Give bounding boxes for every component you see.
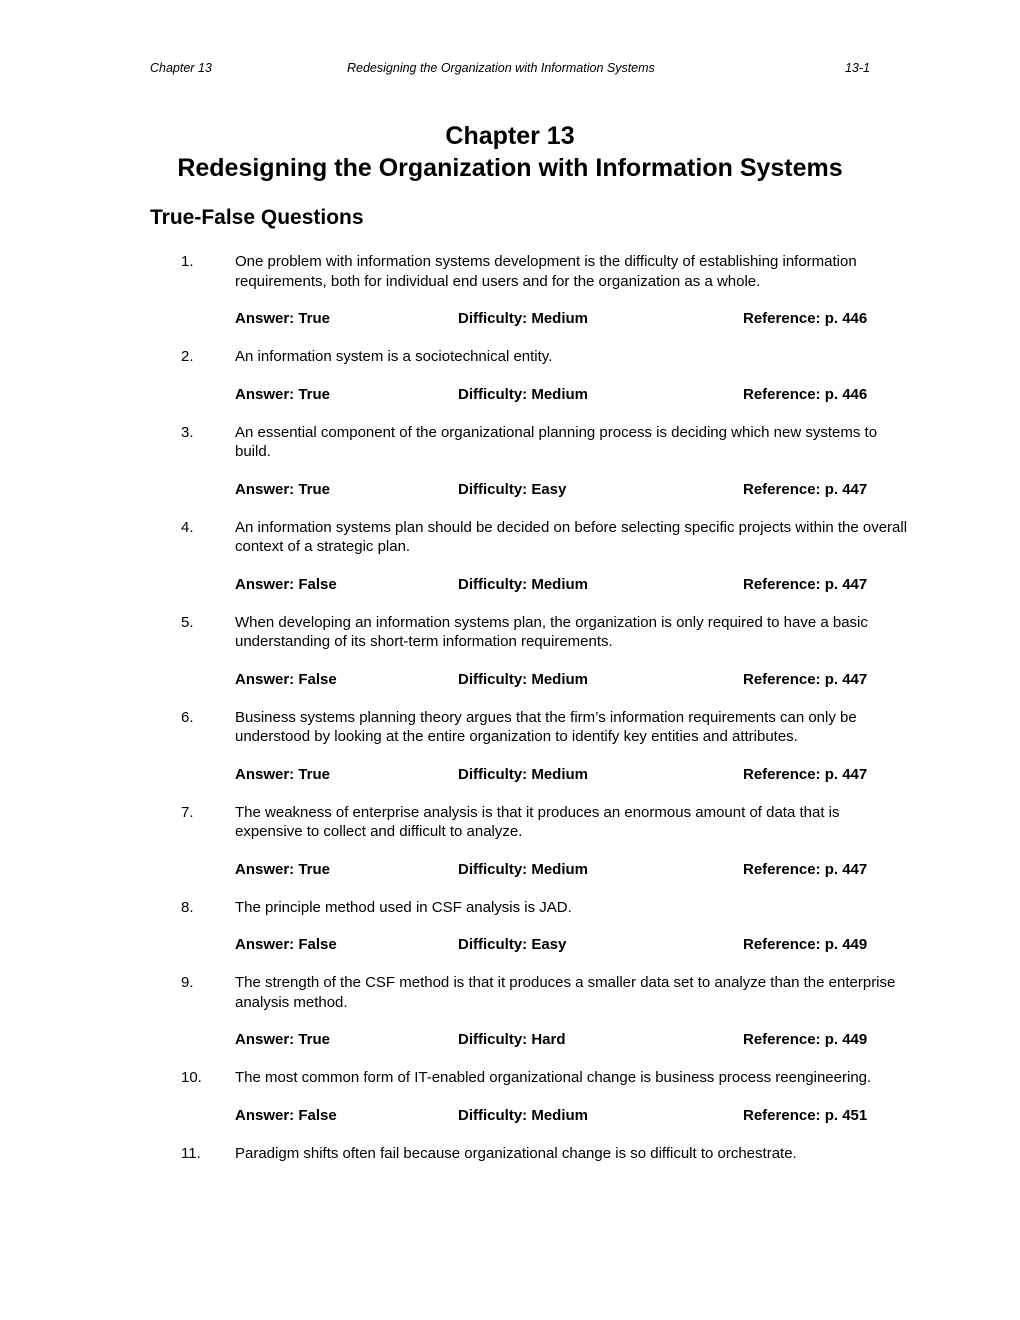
question-item bbox=[0, 613, 1020, 690]
question-number: 6. bbox=[181, 708, 194, 726]
answer-label: Answer: True bbox=[235, 310, 331, 327]
question-line bbox=[0, 898, 1020, 918]
reference-label: Reference: p. 449 bbox=[743, 1031, 868, 1048]
question-number: 5. bbox=[181, 613, 194, 631]
question-text: One problem with information systems development is the difficulty of establishing information requirements, both for individual end users and for the organization as a whole. bbox=[235, 253, 857, 290]
question-item bbox=[0, 423, 1020, 500]
difficulty-label: Difficulty: Easy bbox=[458, 480, 567, 498]
question-line bbox=[0, 803, 1020, 842]
answer-row bbox=[0, 385, 1020, 405]
reference-label: Reference: p. 447 bbox=[743, 480, 868, 498]
question-number: 3. bbox=[181, 423, 194, 441]
question-line bbox=[0, 252, 1020, 291]
question-text: An essential component of the organizational planning process is deciding which new systems to build. bbox=[235, 423, 878, 460]
reference-label: Reference: p. 447 bbox=[743, 860, 868, 878]
answer-label: Answer: True bbox=[235, 765, 331, 783]
chapter-number: Chapter 13 bbox=[445, 122, 575, 150]
answer-label: Answer: True bbox=[235, 480, 331, 498]
question-item bbox=[0, 1144, 1020, 1164]
reference-label: Reference: p. 447 bbox=[743, 575, 868, 593]
difficulty-label: Difficulty: Medium bbox=[458, 670, 588, 688]
answer-row bbox=[0, 765, 1020, 785]
question-item bbox=[0, 973, 1020, 1050]
question-item bbox=[0, 347, 1020, 405]
question-number: 1. bbox=[181, 253, 194, 270]
answer-row bbox=[0, 1030, 1020, 1050]
answer-row bbox=[0, 480, 1020, 500]
question-line bbox=[0, 347, 1020, 367]
running-header bbox=[150, 61, 870, 79]
question-line bbox=[0, 423, 1020, 462]
difficulty-label: Difficulty: Medium bbox=[458, 860, 588, 878]
difficulty-label: Difficulty: Hard bbox=[458, 1031, 566, 1048]
question-line bbox=[0, 708, 1020, 747]
question-item bbox=[0, 518, 1020, 595]
reference-label: Reference: p. 447 bbox=[743, 765, 868, 783]
question-text: Paradigm shifts often fail because organizational change is so difficult to orchestrate. bbox=[235, 1144, 797, 1162]
question-number: 7. bbox=[181, 803, 194, 821]
question-text: Business systems planning theory argues that the firm’s information requirements can only be understood by looking at the entire organization to identify key entities and attributes. bbox=[235, 708, 857, 745]
answer-label: Answer: True bbox=[235, 1031, 331, 1048]
question-line bbox=[0, 613, 1020, 652]
answer-label: Answer: False bbox=[235, 1106, 337, 1124]
question-text: The strength of the CSF method is that it produces a smaller data set to analyze than the enterprise analysis method. bbox=[235, 974, 896, 1011]
question-item bbox=[0, 252, 1020, 329]
question-text: The principle method used in CSF analysis is JAD. bbox=[235, 898, 572, 916]
question-line bbox=[0, 1068, 1020, 1088]
question-line bbox=[0, 973, 1020, 1012]
answer-row bbox=[0, 935, 1020, 955]
header-chapter: Chapter 13 bbox=[150, 61, 212, 75]
question-list bbox=[0, 252, 1020, 1181]
answer-row bbox=[0, 309, 1020, 329]
answer-label: Answer: False bbox=[235, 670, 337, 688]
question-text: An information system is a sociotechnical entity. bbox=[235, 348, 553, 365]
difficulty-label: Difficulty: Medium bbox=[458, 385, 588, 403]
answer-label: Answer: True bbox=[235, 860, 331, 878]
question-item bbox=[0, 708, 1020, 785]
header-page-number: 13-1 bbox=[844, 61, 870, 75]
difficulty-label: Difficulty: Medium bbox=[458, 765, 588, 783]
question-number: 10. bbox=[181, 1069, 202, 1086]
answer-label: Answer: False bbox=[235, 575, 337, 593]
question-number: 11. bbox=[181, 1144, 201, 1162]
reference-label: Reference: p. 449 bbox=[743, 936, 868, 953]
question-number: 9. bbox=[181, 974, 194, 991]
question-item bbox=[0, 898, 1020, 956]
difficulty-label: Difficulty: Medium bbox=[458, 575, 588, 593]
answer-row bbox=[0, 860, 1020, 880]
answer-label: Answer: False bbox=[235, 936, 337, 953]
question-line bbox=[0, 1144, 1020, 1164]
question-line bbox=[0, 518, 1020, 557]
reference-label: Reference: p. 451 bbox=[743, 1106, 868, 1124]
question-number: 2. bbox=[181, 348, 194, 365]
answer-row bbox=[0, 575, 1020, 595]
answer-row bbox=[0, 670, 1020, 690]
question-text: The most common form of IT-enabled organizational change is business process reengineering. bbox=[235, 1069, 872, 1086]
chapter-title: Redesigning the Organization with Information Systems bbox=[177, 154, 843, 182]
reference-label: Reference: p. 446 bbox=[743, 385, 868, 403]
reference-label: Reference: p. 447 bbox=[743, 670, 868, 688]
question-text: When developing an information systems plan, the organization is only required to have a basic understanding of its short-term information requirements. bbox=[235, 613, 868, 650]
question-text: An information systems plan should be decided on before selecting specific projects within the overall context of a strategic plan. bbox=[235, 518, 908, 555]
answer-row bbox=[0, 1106, 1020, 1126]
section-heading: True-False Questions bbox=[150, 206, 364, 229]
question-item bbox=[0, 803, 1020, 880]
question-number: 4. bbox=[181, 518, 194, 536]
question-number: 8. bbox=[181, 898, 194, 916]
question-text: The weakness of enterprise analysis is that it produces an enormous amount of data that is expensive to collect and difficult to analyze. bbox=[235, 803, 840, 840]
difficulty-label: Difficulty: Medium bbox=[458, 310, 588, 327]
answer-label: Answer: True bbox=[235, 385, 331, 403]
chapter-heading bbox=[0, 120, 1020, 184]
difficulty-label: Difficulty: Medium bbox=[458, 1106, 588, 1124]
difficulty-label: Difficulty: Easy bbox=[458, 936, 567, 953]
question-item bbox=[0, 1068, 1020, 1126]
reference-label: Reference: p. 446 bbox=[743, 310, 868, 327]
header-title: Redesigning the Organization with Information Systems bbox=[347, 61, 655, 75]
